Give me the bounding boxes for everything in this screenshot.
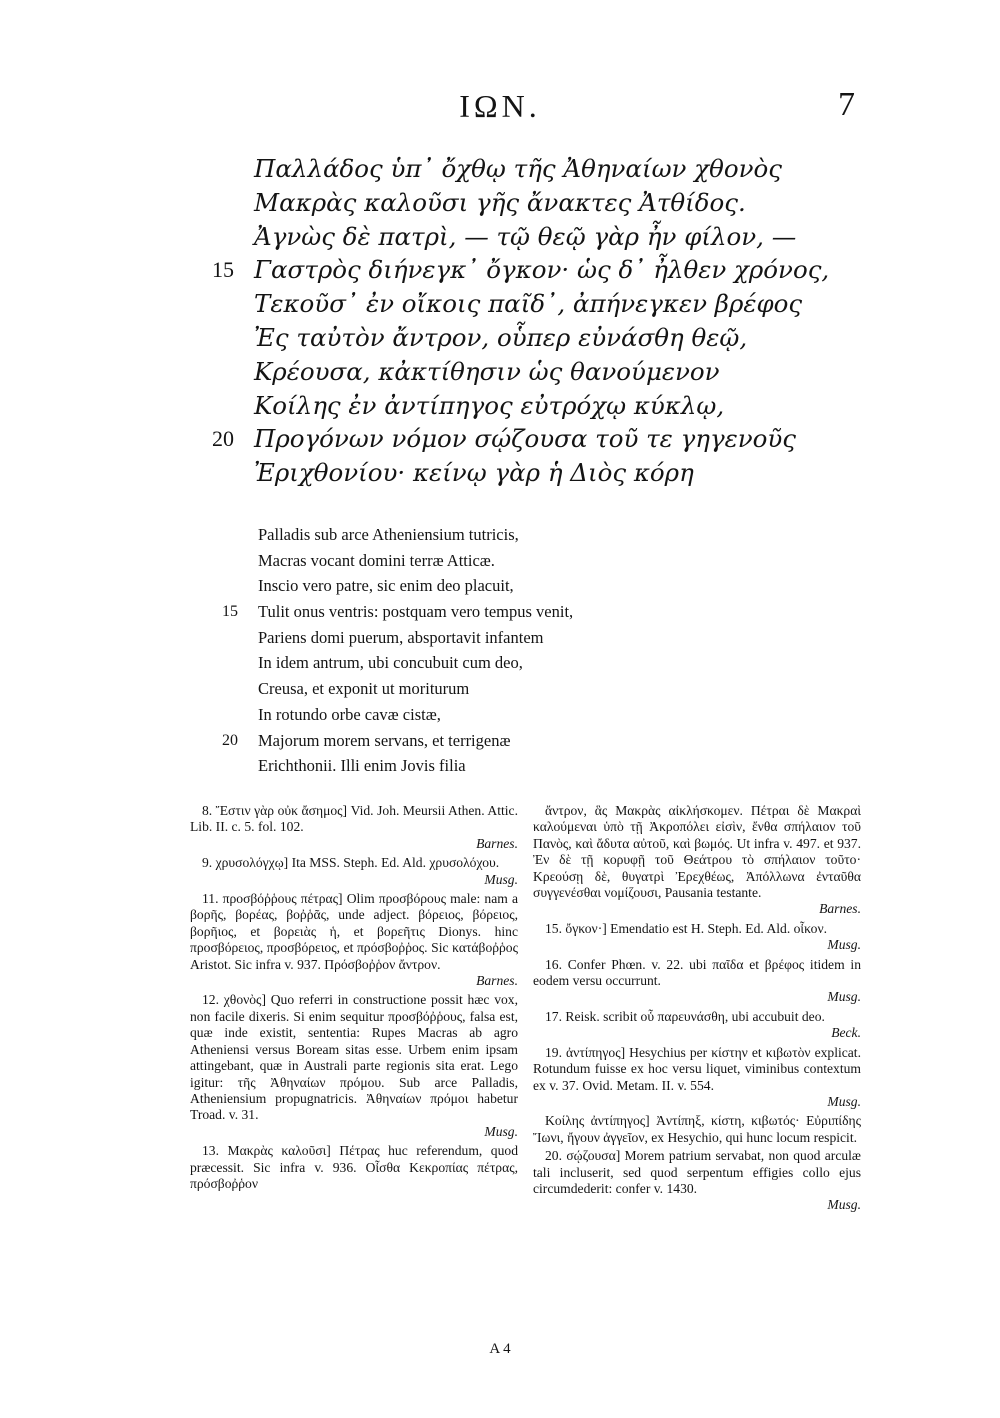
- verse-line: [212, 355, 852, 389]
- running-title: ΙΩΝ.: [459, 88, 541, 124]
- verse-text: Majorum morem servans, et terrigenæ: [258, 730, 511, 750]
- footnote: [190, 992, 518, 1140]
- verse-text: Creusa, et exponit ut moriturum: [258, 679, 470, 699]
- footnote-text: 19. ἀντίπηγος] Hesychius per κίστην et κιβωτὸν explicat. Rotundum fuisse ex hoc versu liquet, viminibus contextum ex v. 37. Ovid. Metam. II. v. 554.: [533, 1044, 861, 1093]
- verse-line: [212, 253, 852, 287]
- verse-line: [212, 186, 852, 220]
- verse-text: Inscio vero patre, sic enim deo placuit,: [258, 576, 514, 596]
- verse-line: [212, 389, 852, 423]
- verse-text: Ἀγνὼς δὲ πατρὶ, — τῷ θεῷ γὰρ ἦν φίλον, —: [254, 221, 797, 251]
- verse-text: Macras vocant domini terræ Atticæ.: [258, 550, 495, 570]
- verse-text: Τεκοῦσ᾿ ἐν οἴκοις παῖδ᾿, ἀπήνεγκεν βρέφος: [254, 289, 803, 319]
- line-number: 20: [222, 731, 238, 749]
- verse-line: [212, 422, 852, 456]
- footnote-text: 17. Reisk. scribit οὗ παρευνάσθη, ubi accubuit deo.: [545, 1008, 825, 1024]
- page-number: 7: [838, 86, 855, 123]
- verse-text: Γαστρὸς διήνεγκ᾿ ὄγκον· ὡς δ᾿ ἦλθεν χρόνος,: [254, 255, 830, 285]
- verse-text: Pariens domi puerum, absportavit infantem: [258, 627, 544, 647]
- footnote: [533, 921, 861, 954]
- verse-line: [212, 220, 852, 254]
- footnote-text: 20. σῴζουσα] Morem patrium servabat, non quod arculæ tali incluserit, sed quod serpentum effigies collo ejus circumdederit: confer v. 1430.: [533, 1148, 861, 1196]
- verse-line: [222, 573, 742, 599]
- footnote-attribution: Barnes.: [476, 835, 518, 851]
- footnote-text: 12. χθονὸς] Quo referri in constructione possit hæc vox, non facile dixeris. Si enim sequitur προσβόῤῥους, falsa est, quæ inde existit, sententia: Rupes Macras ab agro Atheniensi versus Boream sitas esse. Urbem enim ipsam attingebant, quæ in Australi parte regionis sita erat. Lego igitur: τῆς Ἀθηναίων πρόμου. Sub arce Palladis, Atheniensium propugnatricis. Ἀθηναίων πρόμοι habetur Troad. v. 31.: [190, 992, 518, 1123]
- printer-signature: A 4: [489, 1341, 511, 1357]
- line-number: 20: [212, 426, 234, 452]
- verse-line: [222, 650, 742, 676]
- footnote-text: ἄντρον, ἃς Μακρὰς αἰκλήσκομεν. Πέτραι δὲ Μακραὶ καλούμεναι ὑπὸ τῇ Ἀκροπόλει εἰσὶν, ἔνθα σπήλαιον τοῦ Πανὸς, καὶ ἄδυτα αὐτοῦ, καὶ βωμός. Ut infra v. 497. et 937. Ἐν δὲ τῇ κορυφῇ τοῦ Θεάτρου τὸ σπήλαιον τοῦτο· Κρεούσῃ δὲ, θυγατρὶ Ἐρεχθέως, Ἀπόλλωνα ἐνταῦθα συγγενέσθαι νομίζουσι, Pausania testante.: [533, 803, 861, 901]
- verse-line: [222, 676, 742, 702]
- footnote-attribution: Musg.: [827, 1093, 861, 1109]
- footnote-text: 9. χρυσολόγχῳ] Ita MSS. Steph. Ed. Ald. χρυσολόχου.: [202, 855, 500, 871]
- footnote-text: Κοίλης ἀντίπηγος] Ἀντίπηξ, κίστη, κιβωτός· Εὐριπίδης Ἴωνι, ἤγουν ἀγγεῖον, ex Hesychio, qui hunc locum respicit.: [533, 1113, 861, 1145]
- verse-text: Μακρὰς καλοῦσι γῆς ἄνακτες Ἀτθίδος.: [254, 187, 746, 217]
- footnote: [533, 1113, 861, 1146]
- verse-text: Ἐριχθονίου· κείνῳ γὰρ ἡ Διὸς κόρη: [254, 458, 694, 488]
- footnote-attribution: Musg.: [484, 871, 518, 887]
- verse-text: Tulit onus ventris: postquam vero tempus venit,: [258, 602, 574, 622]
- footnote-attribution: Beck.: [831, 1025, 861, 1041]
- verse-line: [222, 548, 742, 574]
- verse-line: [212, 287, 852, 321]
- footnote: [190, 891, 518, 989]
- footnote-text: 11. προσβόῤῥους πέτρας] Olim προσβόρους male: nam a βορῆς, βορέας, βοῤῥᾶς, unde adject. βόρειος, βόρειος, βορῆιος, et βορειὰς ἡ, et βορεῆτις Dionys. hinc προσβόρειος, προσβόρειος, et πρόσβοῤῥος. Sic κατάβοῤῥος Aristot. Sic infra v. 937. Πρόσβοῤῥον ἄντρον.: [190, 891, 518, 972]
- verse-text: Παλλάδος ὑπ᾿ ὄχθῳ τῆς Ἀθηναίων χθονὸς: [254, 154, 782, 183]
- footnote-attribution: Musg.: [827, 1197, 861, 1213]
- footnote: [190, 803, 518, 852]
- footnote: [533, 803, 861, 918]
- footnote: [190, 855, 518, 888]
- verse-line: [212, 152, 852, 186]
- footnote-attribution: Musg.: [484, 1123, 518, 1139]
- footnote-text: 8. Ἔστιν γὰρ οὐκ ἄσημος] Vid. Joh. Meursii Athen. Attic. Lib. II. c. 5. fol. 102.: [190, 803, 518, 835]
- footnote-text: 16. Confer Phœn. v. 22. ubi παῖδα et βρέφος itidem in eodem versu occurrunt.: [533, 956, 861, 989]
- verse-line: [222, 702, 742, 728]
- verse-text: Προγόνων νόμον σῴζουσα τοῦ τε γηγενοῦς: [254, 424, 796, 454]
- verse-text: In rotundo orbe cavæ cistæ,: [258, 704, 441, 724]
- line-number: 15: [222, 603, 238, 621]
- line-number: 15: [212, 257, 234, 283]
- verse-text: Κρέουσα, κἀκτίθησιν ὡς θανούμενον: [254, 356, 720, 386]
- verse-text: Palladis sub arce Atheniensium tutricis,: [258, 525, 519, 544]
- footnote: [533, 1148, 861, 1214]
- footnote: [533, 1045, 861, 1111]
- footnote-attribution: Barnes.: [476, 973, 518, 989]
- greek-verse-block: [212, 152, 852, 490]
- verse-text: Ἐς ταὐτὸν ἄντρον, οὗπερ εὐνάσθη θεῷ,: [254, 322, 748, 352]
- verse-line: [212, 456, 852, 490]
- verse-line: [222, 728, 742, 754]
- footnote-attribution: Barnes.: [819, 901, 861, 917]
- verse-text: In idem antrum, ubi concubuit cum deo,: [258, 653, 523, 673]
- verse-line: [212, 321, 852, 355]
- footnote-text: 13. Μακρὰς καλοῦσι] Πέτρας huc referendum, quod præcessit. Sic infra v. 936. Οἶσθα Κεκροπίας πέτρας, πρόσβοῤῥον: [190, 1143, 518, 1191]
- verse-text: Κοίλης ἐν ἀντίπηγος εὐτρόχῳ κύκλῳ,: [254, 390, 725, 420]
- verse-line: [222, 522, 742, 548]
- footnote: [533, 957, 861, 1006]
- footnote-attribution: Musg.: [827, 989, 861, 1005]
- verse-line: [222, 753, 742, 779]
- footnote-attribution: Musg.: [827, 937, 861, 953]
- footnotes-left-column: [190, 803, 518, 1194]
- footnote-text: 15. ὄγκον·] Emendatio est H. Steph. Ed. Ald. οἶκον.: [545, 920, 827, 936]
- verse-line: [222, 599, 742, 625]
- latin-translation-block: [222, 522, 742, 779]
- footnotes-right-column: [533, 803, 861, 1217]
- footnote: [190, 1143, 518, 1192]
- footnote: [533, 1009, 861, 1042]
- verse-text: Erichthonii. Illi enim Jovis filia: [258, 756, 466, 776]
- verse-line: [222, 625, 742, 651]
